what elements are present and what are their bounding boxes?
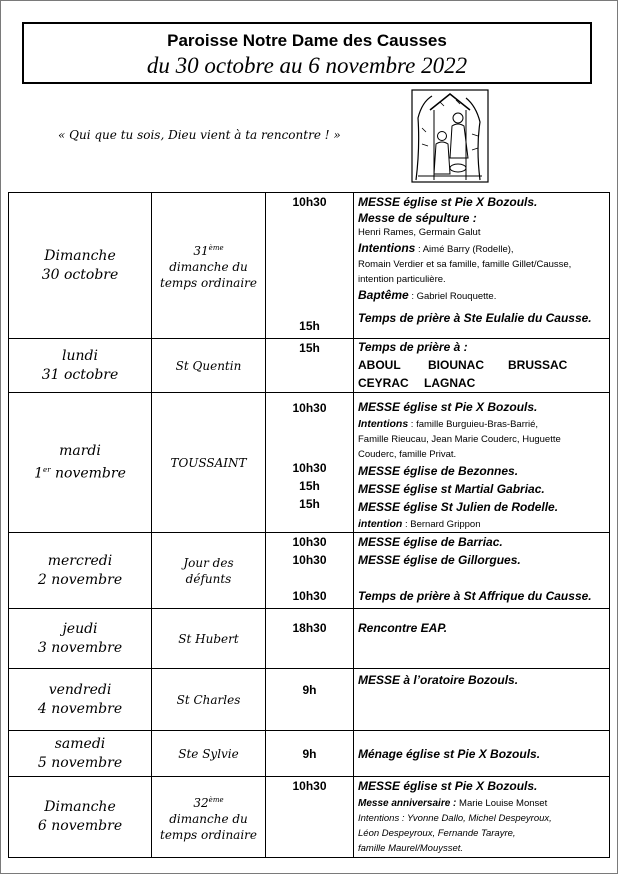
details-cell bbox=[354, 731, 610, 777]
details-cell bbox=[354, 669, 610, 731]
event: MESSE église de Barriac. bbox=[358, 535, 503, 549]
event: Ménage église st Pie X Bozouls. bbox=[358, 746, 541, 761]
schedule-row bbox=[9, 533, 610, 609]
day-date: 2 novembre bbox=[37, 571, 123, 588]
day-date: 30 octobre bbox=[41, 266, 119, 283]
details-cell bbox=[354, 339, 610, 393]
event: MESSE église st Pie X Bozouls. bbox=[358, 779, 538, 793]
names: Marie Louise Monset bbox=[456, 798, 548, 809]
event: MESSE église de Bezonnes. bbox=[358, 464, 519, 478]
names: Intentions : Yvonne Dallo, Michel Despeyroux, bbox=[358, 813, 552, 824]
schedule-table bbox=[8, 192, 610, 858]
sunday-suffix: ème bbox=[208, 795, 224, 804]
date-range: du 30 octobre au 6 novembre 2022 bbox=[146, 53, 468, 78]
place: CEYRAC bbox=[358, 376, 409, 390]
day-cell bbox=[9, 777, 152, 858]
day-cell bbox=[9, 339, 152, 393]
event-label: intention bbox=[358, 518, 403, 530]
names: famille Maurel/Mouysset. bbox=[358, 843, 464, 854]
details-cell bbox=[354, 533, 610, 609]
quote: « Qui que tu sois, Dieu vient à ta rencontre ! » bbox=[58, 128, 341, 142]
saint-cell bbox=[152, 777, 266, 858]
sunday-label: dimanche du temps ordinaire bbox=[160, 260, 257, 290]
day-cell bbox=[9, 609, 152, 669]
times-cell bbox=[266, 193, 354, 339]
event-label: Messe anniversaire : bbox=[358, 798, 457, 809]
schedule-row bbox=[9, 193, 610, 339]
names: Couderc, famille Privat. bbox=[358, 449, 457, 460]
event: Rencontre EAP. bbox=[358, 621, 448, 635]
event: Temps de prière à : bbox=[358, 340, 468, 354]
event-label: Intentions bbox=[358, 241, 416, 255]
names: : Gabriel Rouquette. bbox=[408, 291, 497, 302]
day-name: Dimanche bbox=[44, 799, 116, 815]
schedule-row bbox=[9, 609, 610, 669]
day-name: lundi bbox=[62, 347, 98, 364]
saint-cell: TOUSSAINT bbox=[152, 393, 266, 533]
details-cell bbox=[354, 777, 610, 858]
day-name: samedi bbox=[54, 735, 106, 752]
times-cell bbox=[266, 731, 354, 777]
event: MESSE église st Pie X Bozouls. bbox=[358, 400, 538, 414]
times-cell bbox=[266, 339, 354, 393]
names: intention particulière. bbox=[358, 274, 446, 285]
names: Henri Rames, Germain Galut bbox=[358, 227, 481, 238]
time: 10h30 bbox=[292, 401, 327, 415]
time: 15h bbox=[299, 319, 320, 333]
time: 15h bbox=[299, 341, 320, 355]
event: Temps de prière à Ste Eulalie du Causse. bbox=[358, 311, 592, 325]
day-cell bbox=[9, 731, 152, 777]
time: 10h30 bbox=[292, 589, 327, 603]
time: 9h bbox=[302, 746, 317, 761]
names: : Aimé Barry (Rodelle), bbox=[415, 244, 514, 255]
details-cell bbox=[354, 393, 610, 533]
sunday-suffix: ème bbox=[208, 244, 224, 252]
event: Temps de prière à St Affrique du Causse. bbox=[358, 589, 592, 603]
place: LAGNAC bbox=[424, 376, 476, 390]
event: MESSE église st Pie X Bozouls. bbox=[358, 195, 538, 209]
event: MESSE église St Julien de Rodelle. bbox=[358, 500, 559, 514]
nativity-illustration bbox=[410, 88, 490, 184]
event: MESSE à l’oratoire Bozouls. bbox=[358, 673, 519, 687]
names: : famille Burguieu-Bras-Barrié, bbox=[408, 419, 539, 430]
sunday-number: 32 bbox=[193, 795, 209, 810]
time: 10h30 bbox=[292, 535, 327, 549]
event: MESSE église st Martial Gabriac. bbox=[358, 482, 545, 496]
saint-cell: St Quentin bbox=[152, 339, 266, 393]
day-date: 4 novembre bbox=[37, 700, 123, 717]
date-month: novembre bbox=[50, 465, 126, 482]
place: ABOUL bbox=[358, 358, 401, 372]
time: 15h bbox=[299, 497, 320, 511]
schedule-row bbox=[9, 731, 610, 777]
event-label: Baptême bbox=[358, 288, 409, 302]
schedule-row bbox=[9, 393, 610, 533]
times-cell bbox=[266, 777, 354, 858]
time: 10h30 bbox=[292, 553, 327, 567]
names: Romain Verdier et sa famille, famille Gillet/Causse, bbox=[358, 259, 572, 270]
times-cell bbox=[266, 669, 354, 731]
names: Famille Rieucau, Jean Marie Couderc, Huguette bbox=[358, 434, 561, 445]
time: 15h bbox=[299, 479, 320, 493]
names: Léon Despeyroux, Fernande Tarayre, bbox=[358, 828, 516, 839]
page-title: Paroisse Notre Dame des Causses bbox=[167, 31, 447, 50]
times-cell bbox=[266, 393, 354, 533]
saint-name: Jour des défunts bbox=[183, 555, 234, 586]
event: MESSE église de Gillorgues. bbox=[358, 553, 521, 567]
time: 9h bbox=[302, 683, 317, 697]
saint-cell: St Charles bbox=[152, 669, 266, 731]
time: 10h30 bbox=[292, 195, 327, 209]
day-name: vendredi bbox=[48, 681, 112, 698]
saint-cell: St Hubert bbox=[152, 609, 266, 669]
event-label: Intentions bbox=[358, 418, 409, 430]
day-name: mardi bbox=[59, 442, 101, 459]
day-name: Dimanche bbox=[44, 247, 116, 264]
day-cell bbox=[9, 669, 152, 731]
schedule-row bbox=[9, 777, 610, 858]
times-cell bbox=[266, 533, 354, 609]
saint-cell: Ste Sylvie bbox=[152, 731, 266, 777]
day-date: 31 octobre bbox=[41, 366, 119, 383]
day-name: jeudi bbox=[62, 620, 98, 637]
date-number: 1 bbox=[34, 465, 44, 482]
time: 18h30 bbox=[292, 621, 327, 635]
schedule-row bbox=[9, 339, 610, 393]
day-date: 5 novembre bbox=[37, 754, 123, 771]
place: BRUSSAC bbox=[508, 358, 568, 372]
details-cell bbox=[354, 609, 610, 669]
day-cell bbox=[9, 533, 152, 609]
header-box bbox=[22, 22, 592, 84]
sunday-label: dimanche du temps ordinaire bbox=[160, 811, 257, 842]
day-cell bbox=[9, 393, 152, 533]
date-suffix: er bbox=[43, 465, 51, 474]
time: 10h30 bbox=[292, 461, 327, 475]
details-cell bbox=[354, 193, 610, 339]
schedule-row bbox=[9, 669, 610, 731]
saint-cell bbox=[152, 193, 266, 339]
names: : Bernard Grippon bbox=[402, 519, 481, 530]
place: BIOUNAC bbox=[428, 358, 484, 372]
time: 10h30 bbox=[292, 779, 327, 793]
times-cell bbox=[266, 609, 354, 669]
day-cell bbox=[9, 193, 152, 339]
day-date: 6 novembre bbox=[37, 818, 123, 834]
event-label-suffix: : bbox=[469, 211, 477, 225]
day-date: 3 novembre bbox=[37, 639, 123, 656]
event-label: Messe de sépulture bbox=[358, 211, 470, 225]
day-name: mercredi bbox=[47, 552, 113, 569]
sunday-number: 31 bbox=[193, 244, 209, 258]
saint-cell bbox=[152, 533, 266, 609]
